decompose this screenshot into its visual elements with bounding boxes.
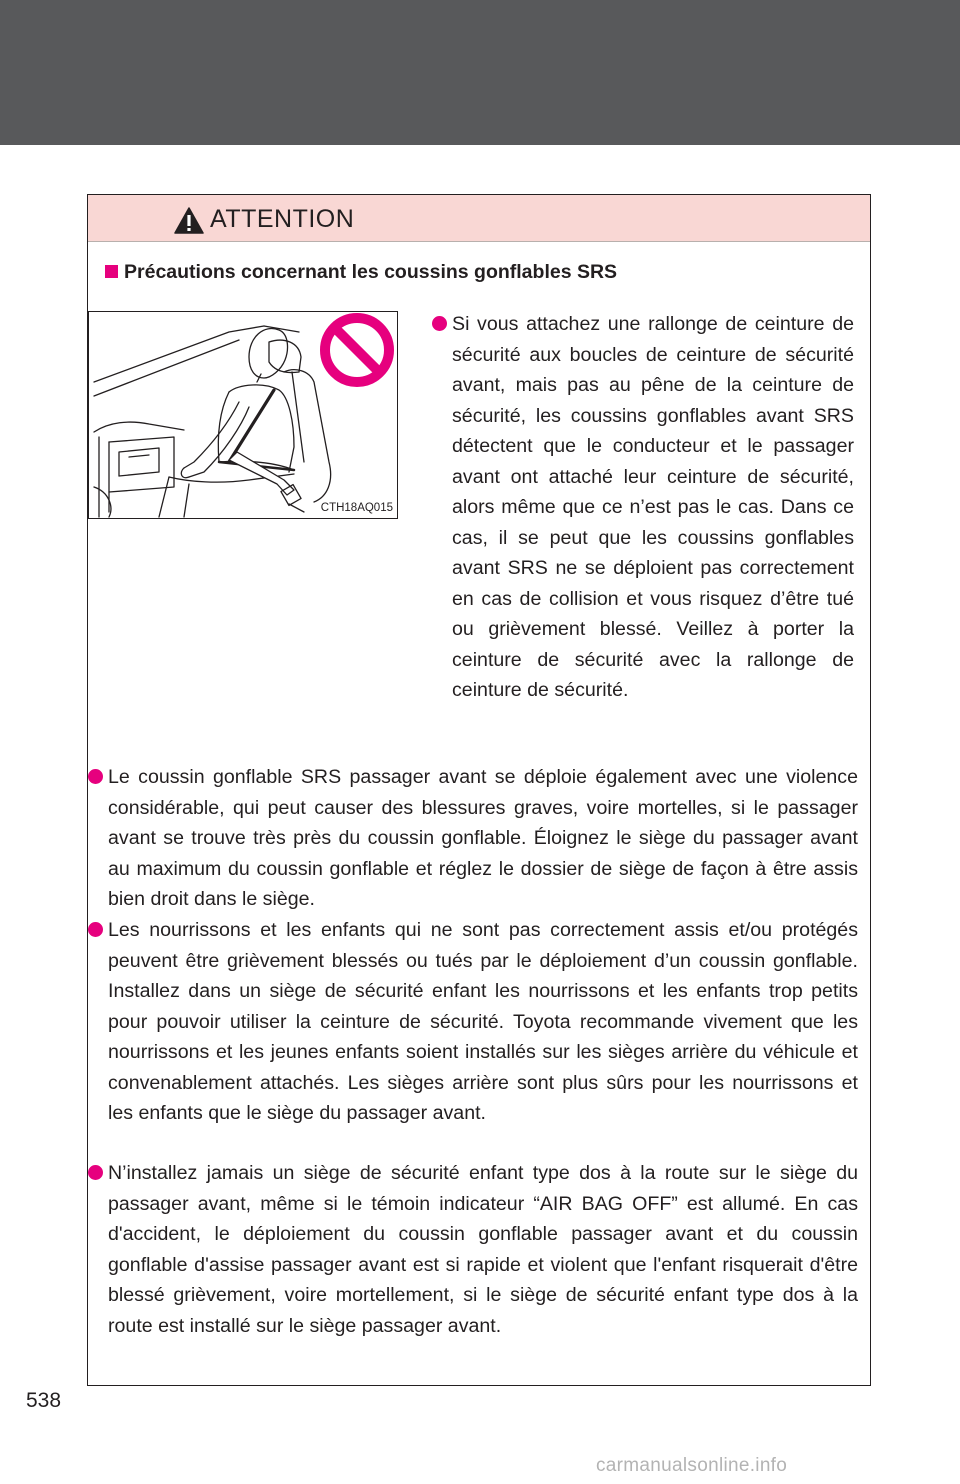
paragraph-text: Si vous attachez une rallonge de ceinture de sécurité aux boucles de ceinture de sécurité avant, mais pas au pêne de la ceinture de sécurité, les coussins gonflables avant SRS détectent que le conducteur et le passager avant ont attaché leur ceinture de sécurité, alors même que ce n’est pas le cas. Dans ce cas, il se peut que les coussins gonflables avant SRS ne se déploient pas correctement en cas de collision et vous risquez d’être tué ou grièvement blessé. Veillez à porter la ceinture de sécurité avec la rallonge de ceinture de sécurité. [452, 313, 854, 701]
warning-triangle-icon [174, 207, 204, 234]
top-header-band [0, 0, 960, 145]
square-bullet-icon [105, 265, 118, 278]
watermark: carmanualsonline.info [596, 1455, 788, 1476]
attention-title: ATTENTION [210, 205, 355, 233]
round-bullet-icon [88, 1165, 103, 1180]
seated-passenger-drawing [89, 312, 398, 519]
paragraph-text: Le coussin gonflable SRS passager avant se déploie également avec une violence considérable, qui peut causer des blessures graves, voire mortelles, si le passager avant se trouve très près du coussin gonflable. Éloignez le siège du passager avant au maximum du coussin gonflable et réglez le dossier de siège de façon à être assis bien droit dans le siège. [108, 766, 858, 910]
round-bullet-icon [88, 769, 103, 784]
prohibition-icon [325, 318, 389, 382]
section-title [105, 261, 617, 284]
round-bullet-icon [432, 316, 447, 331]
airbag-illustration [88, 311, 398, 519]
paragraph-text: Les nourrissons et les enfants qui ne sont pas correctement assis et/ou protégés peuvent être grièvement blessés ou tués par le déploiement d’un coussin gonflable. Installez dans un siège de sécurité enfant les nourrissons et les enfants trop petits pour pouvoir utiliser la ceinture de sécurité. Toyota recommande vivement que les nourrissons et les jeunes enfants soient installés sur les sièges arrière du véhicule et convenablement attachés. Les sièges arrière sont plus sûrs pour les nourrissons et les enfants que le siège du passager avant. [108, 919, 858, 1124]
bullet-paragraph [108, 915, 858, 1129]
attention-header [88, 195, 870, 242]
round-bullet-icon [88, 922, 103, 937]
bullet-paragraph [108, 762, 858, 915]
page-number: 538 [26, 1389, 62, 1412]
attention-box [87, 194, 871, 1386]
paragraph-text: N’installez jamais un siège de sécurité enfant type dos à la route sur le siège du passager avant, même si le témoin indicateur “AIR BAG OFF” est allumé. En cas d'accident, le déploiement du coussin gonflable passager avant et du coussin gonflable d'assise passager avant est si rapide et violent que l'enfant risquerait d'être blessé grièvement, voire mortellement, si le siège de sécurité enfant type dos à la route est installé sur le siège passager avant. [108, 1162, 858, 1337]
section-title-text: Précautions concernant les coussins gonflables SRS [124, 261, 618, 283]
figure-code: CTH18AQ015 [320, 502, 393, 514]
bullet-paragraph [452, 309, 854, 706]
bullet-paragraph [108, 1158, 858, 1341]
